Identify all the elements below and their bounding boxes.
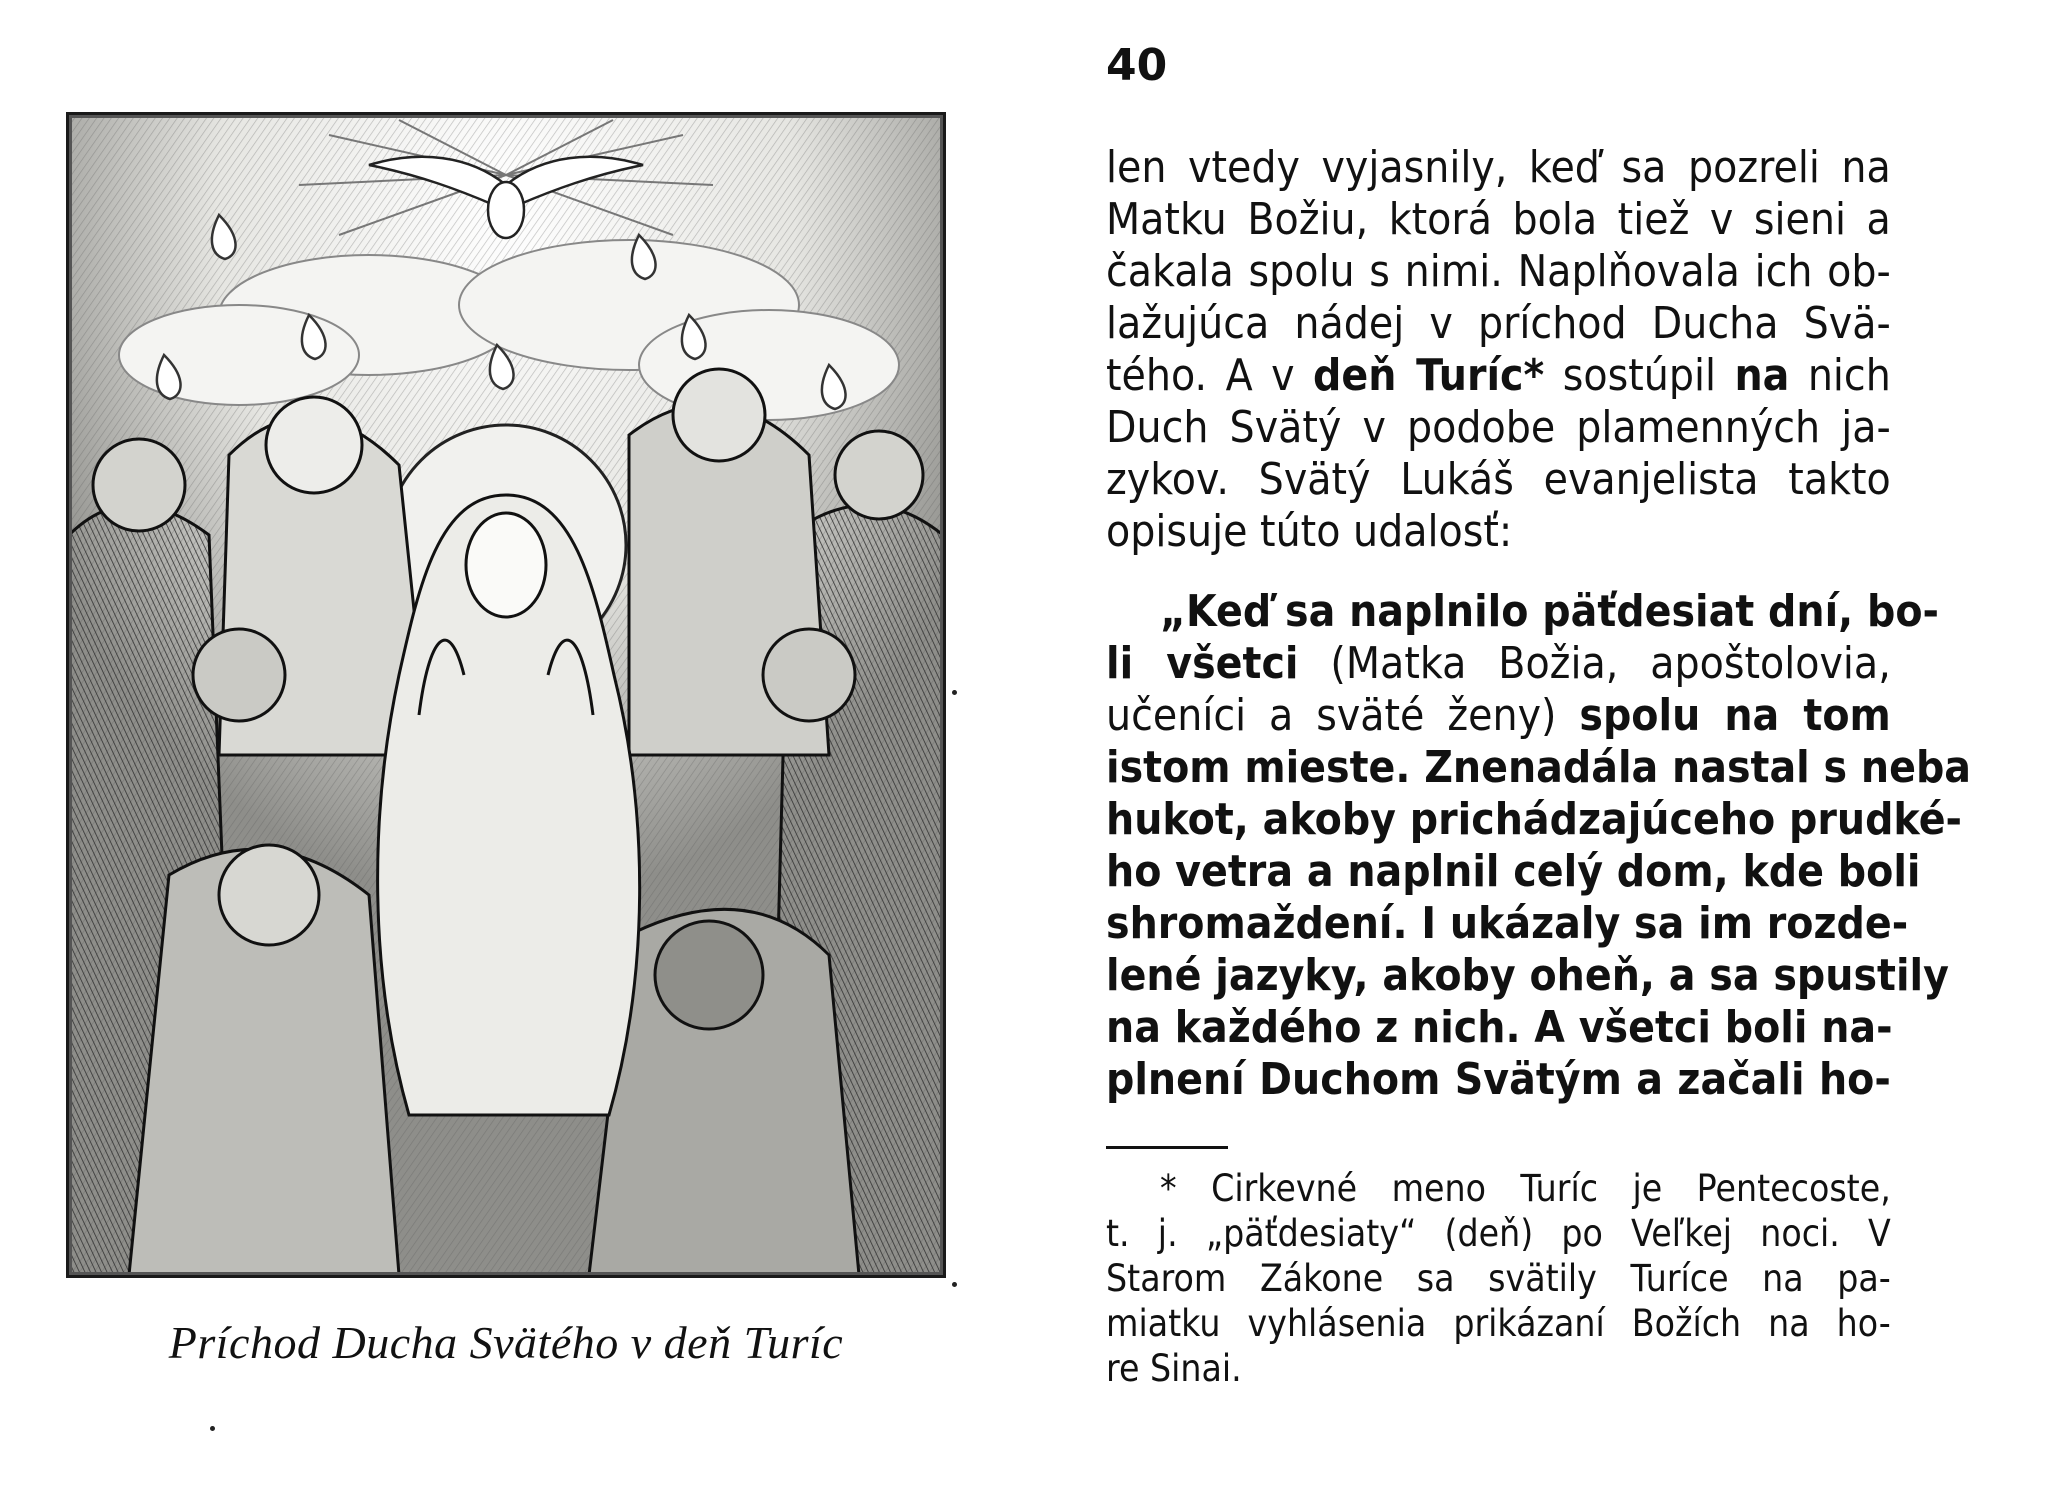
text-line: Duch Svätý v podobe plamenných ja- [1106, 402, 1891, 453]
quote-line: ho vetra a naplnil celý dom, kde boli [1106, 846, 1921, 897]
body-paragraph [1106, 142, 1891, 558]
quote-line: istom mieste. Znenadála nastal s neba [1106, 742, 1972, 793]
text-line: zykov. Svätý Lukáš evanjelista takto [1106, 454, 1891, 505]
footnote-line: re Sinai. [1106, 1347, 1242, 1390]
text-line: lažujúca nádej v príchod Ducha Svä- [1106, 298, 1891, 349]
bold-term: deň Turíc* [1313, 350, 1545, 401]
footnote-line: miatku vyhlásenia prikázaní Božích na ho- [1106, 1302, 1891, 1345]
print-speck [210, 1426, 215, 1431]
footnote-line: t. j. „päťdesiaty“ (deň) po Veľkej noci. V [1106, 1212, 1891, 1255]
footnote-divider [1106, 1146, 1228, 1149]
print-speck [952, 1282, 957, 1287]
footnote [1106, 1166, 1891, 1391]
pentecost-illustration [66, 112, 946, 1278]
quote-line: lené jazyky, akoby oheň, a sa spustily [1106, 950, 1949, 1001]
text-line: tého. A v deň Turíc* sostúpil na nich [1106, 350, 1891, 401]
quote-line: učeníci a sväté ženy) spolu na tom [1106, 690, 1891, 741]
quote-line: na každého z nich. A všetci boli na- [1106, 1002, 1893, 1053]
quote-line: plnení Duchom Svätým a začali ho- [1106, 1054, 1891, 1105]
text-line: opisuje túto udalosť: [1106, 506, 1513, 557]
scripture-quote [1106, 586, 1972, 1106]
illustration-caption: Príchod Ducha Svätého v deň Turíc [168, 1317, 844, 1368]
text-line: čakala spolu s nimi. Naplňovala ich ob- [1106, 246, 1891, 297]
print-speck [952, 690, 957, 695]
quote-line: hukot, akoby prichádzajúceho prudké- [1106, 794, 1962, 845]
text-line: len vtedy vyjasnily, keď sa pozreli na [1106, 142, 1891, 193]
quote-line: li všetci (Matka Božia, apoštolovia, [1106, 638, 1891, 689]
text-line: Matku Božiu, ktorá bola tiež v sieni a [1106, 194, 1891, 245]
footnote-line: Starom Zákone sa svätily Turíce na pa- [1106, 1257, 1891, 1300]
footnote-line: * Cirkevné meno Turíc je Pentecoste, [1160, 1167, 1891, 1210]
engraving-drawing [69, 115, 943, 1275]
quote-line: shromaždení. I ukázaly sa im rozde- [1106, 898, 1909, 949]
quote-line: „Keď sa naplnilo päťdesiat dní, bo- [1160, 586, 1939, 637]
page-number: 40 [1106, 40, 1168, 91]
